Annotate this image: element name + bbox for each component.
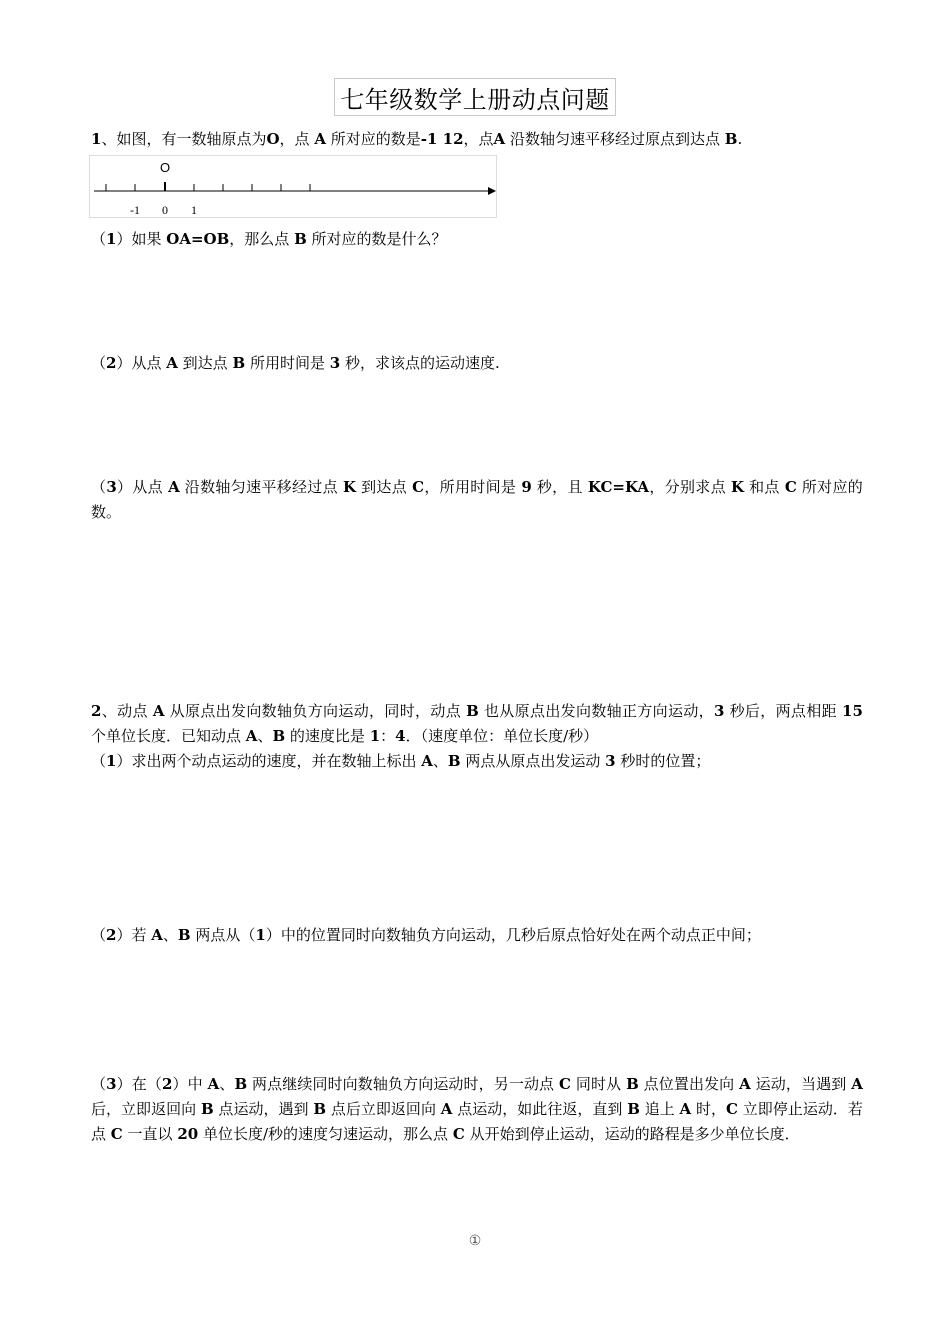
q2-stem: 2、动点 A 从原点出发向数轴负方向运动，同时，动点 B 也从原点出发向数轴正方向运动，3 秒后，两点相距 15 个单位长度．已知动点 A、B 的速度比是 1：4．（速度单位：单位长度/秒） [91, 702, 863, 745]
number-line-svg [90, 156, 498, 219]
q2-part3: （3）在（2）中 A、B 两点继续同时向数轴负方向运动时，另一动点 C 同时从 B 点位置出发向 A 运动，当遇到 A 后，立即返回向 B 点运动，遇到 B 点后立即返回向 A 点运动，如此往返，直到 B 追上 A 时，C 立即停止运动．若点 C 一直以 20 单位长度/秒的速度匀速运动，那么点 C 从开始到停止运动，运动的路程是多少单位长度． [91, 1075, 863, 1143]
q1-stem: 1、如图，有一数轴原点为O，点 A 所对应的数是-1 12，点A 沿数轴匀速平移经过原点到达点 B. [91, 130, 743, 148]
tick-label: -1 [130, 203, 140, 217]
number-line-ticks [106, 182, 310, 191]
page-title: 七年级数学上册动点问题 [334, 78, 616, 116]
q2-part2: （2）若 A、B 两点从（1）中的位置同时向数轴负方向运动，几秒后原点恰好处在两个动点正中间； [91, 926, 761, 944]
tick-label: 0 [162, 203, 168, 217]
q1-part2: （2）从点 A 到达点 B 所用时间是 3 秒，求该点的运动速度. [91, 354, 500, 372]
page-number: ① [468, 1233, 482, 1249]
origin-label: O [159, 160, 171, 175]
q1-part1: （1）如果 OA=OB，那么点 B 所对应的数是什么？ [91, 230, 447, 248]
q1-part3: （3）从点 A 沿数轴匀速平移经过点 K 到达点 C，所用时间是 9 秒，且 KC=KA，分别求点 K 和点 C 所对应的数。 [91, 478, 863, 521]
arrow-right-icon [488, 187, 496, 195]
number-line-figure [89, 155, 497, 218]
q2-part1: （1）求出两个动点运动的速度，并在数轴上标出 A、B 两点从原点出发运动 3 秒时的位置； [91, 752, 711, 770]
tick-label: 1 [191, 203, 197, 217]
